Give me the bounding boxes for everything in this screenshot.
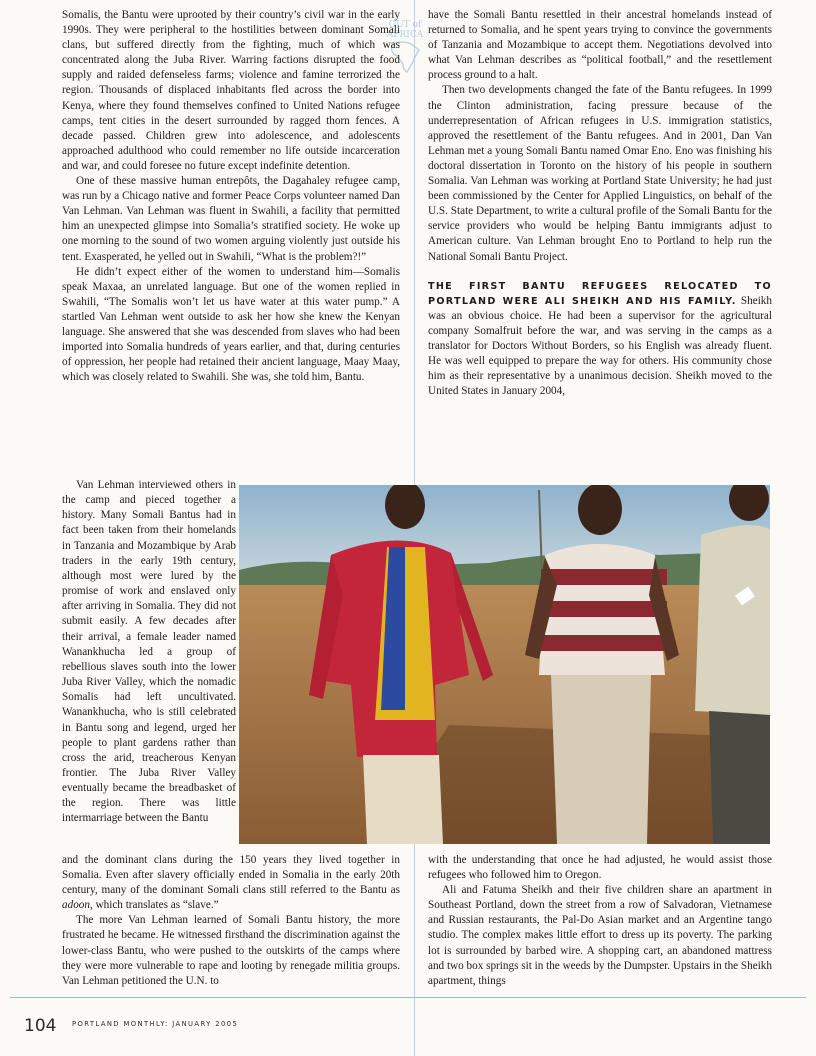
paragraph: Then two developments changed the fate of the Bantu refugees. In 1999 the Clinton administration, facing pressure because of the underrepresentation of African refugees in U.S. immigration statistics, approved the resettlement of the Bantu refugees. And in 2001, Dan Van Lehman met a young Somali Bantu named Omar Eno. Eno was finishing his doctoral dissertation in Toronto on the history of his people in southern Somalia. Van Lehman was working at Portland State University; he had just been commissioned by the Center for Applied Linguistics, on behalf of the U.S. State Department, to write a cultural profile of the Somali Bantu for the service providers who would be helping Bantu immigrants adjust to American culture. Van Lehman brought Eno to Portland to help run the National Somali Bantu Project. [428,84,772,263]
paragraph: have the Somali Bantu resettled in their ancestral homelands instead of returned to Somalia, and he spent years trying to convince the governments of Tanzania and Mozambique to accept them. Negotiations devolved into what Van Lehman describes as “political football,” and the resettlement process ground to a halt. [428,9,772,82]
photo-bantu-men-walking [239,485,770,844]
paragraph: with the understanding that once he had adjusted, he would assist those refugees who followed him to Oregon. [428,854,772,882]
italic-term: adoon [62,899,90,912]
left-column-wrap [62,478,236,827]
page-number: 104 [24,1016,57,1036]
right-column-top [428,8,772,399]
paragraph [62,853,400,913]
paragraph-text: Sheikh was an obvious choice. He had been a supervisor for the agricultural company Somalfruit before the war, and was serving in the camps as a translator for Doctors Without Borders, so his English was already fluent. He was well equipped to prepare the way for others. His community chose him as their representative by a unanimous decision. Sheikh moved to the United States in January 2004, [428,294,772,398]
paragraph: One of these massive human entrepôts, the Dagahaley refugee camp, was run by a Chicago native and former Peace Corps volunteer named Dan Van Lehman. Van Lehman was fluent in Swahili, a facility that permitted him an unexpected glimpse into Somalia’s stratified society. He woke up one morning to the sound of two women arguing violently just outside his tent. Exasperated, he yelled out in Swahili, “What is the problem?!” [62,175,400,263]
photo-illustration [239,485,770,844]
logo-line-2: AFRICA [386,30,424,40]
paragraph: Ali and Fatuma Sheikh and their five children share an apartment in Southeast Portland, down the street from a row of Salvadoran, Vietnamese and Russian restaurants, the Pal-Do Asian market and an Argentine tango studio. The complex makes little effort to dress up its poverty. The parking lot is surrounded by barbed wire. A shopping cart, an abandoned mattress and two box springs sit in the weeds by the Dumpster. Upstairs in the Sheikh apartment, things [428,884,772,987]
magazine-folio: PORTLAND MONTHLY: JANUARY 2005 [72,1020,239,1028]
subhead-paragraph [428,279,772,400]
logo-line-1: OUT of [388,20,422,30]
section-subhead: THE FIRST BANTU REFUGEES RELOCATED TO PORTLAND WERE ALI SHEIKH AND HIS FAMILY. [428,280,772,307]
footer-rule [10,997,806,998]
right-column-bottom [428,853,772,989]
left-column-top [62,8,400,385]
paragraph: The more Van Lehman learned of Somali Bantu history, the more frustrated he became. He witnessed firsthand the discrimination against the lower-class Bantu, who were pushed to the outskirts of the camps where they were more vulnerable to rape and looting by renegade militia groups. Van Lehman petitioned the U.N. to [62,914,400,987]
paragraph-text-end: , which translates as “slave.” [89,899,219,912]
paragraph: Somalis, the Bantu were uprooted by their country’s civil war in the early 1990s. They were peripheral to the hostilities between dominant Somali clans, but suffered directly from the fighting, much of which was concentrated along the Juba River. Warring factions disrupted the food supply and raided defenseless farms; violence and famine terrorized the region. Thousands of displaced inhabitants fled across the border into Kenya, where they found themselves confined to United Nations refugee camps, tent cities in the desert surrounded by ragged thorn fences. A decade passed. Children grew into adolescence, and adolescents approached adulthood who could remember no life outside incarceration and war, and could foresee no future except indefinite detention. [62,9,400,172]
paragraph: Van Lehman interviewed others in the camp and pieced together a history. Many Somali Bantus had in fact been taken from their homelands in Tanzania and Mozambique by Arab traders in the early 19th century, although most were lured by the promise of work and enslaved only after arriving in Somalia. They did not submit easily. A few decades after their arrival, a female leader named Wanankhucha led a group of rebellious slaves south into the lower Juba River Valley, which the nomadic Somalis had left uncultivated. Wanankhucha, who is still celebrated in Bantu song and legend, urged her people to plant gardens rather than cross the arid, treacherous Kenyan frontier. The Juba River Valley eventually became the breadbasket of the region. There was little intermarriage between the Bantu [62,479,236,825]
paragraph-text: and the dominant clans during the 150 years they lived together in Somalia. Even after slavery officially ended in Somalia in the early 20th century, many of the dominant Somali clans still referred to the Bantu as [62,854,400,897]
left-column-bottom [62,853,400,989]
paragraph: He didn’t expect either of the women to understand him—Somalis speak Maxaa, an unrelated language. But one of the women replied in Swahili, “The Somalis won’t let us have water at this water pump.” A startled Van Lehman went outside to ask her how she knew the Kenyan language. She answered that she was descended from slaves who had been imported into Somalia hundreds of years earlier, and that, during centuries of oppression, her people had retained their ancient language, Maay Maay, which was closely related to Swahili. She was, she told him, Bantu. [62,265,400,384]
